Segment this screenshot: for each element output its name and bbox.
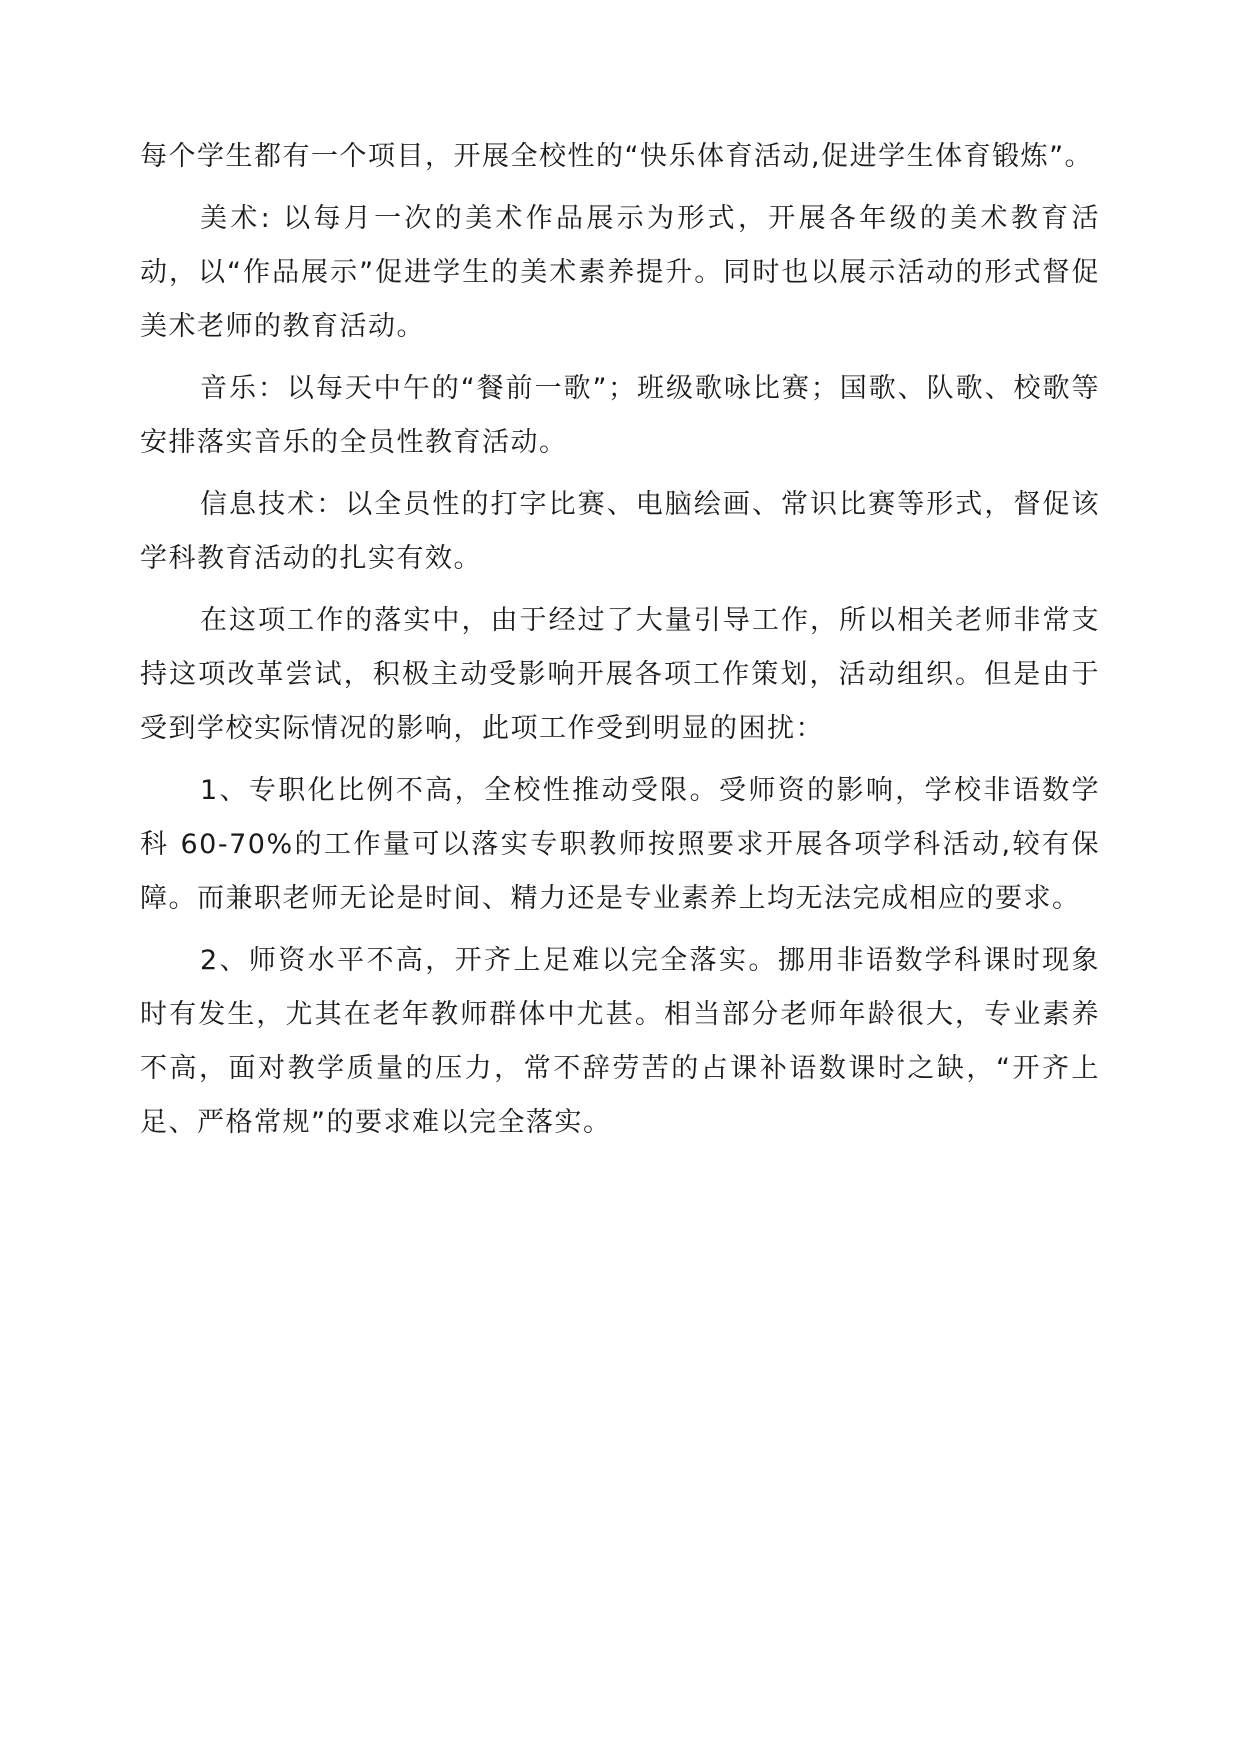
paragraph-art: 美术: 以每月一次的美术作品展示为形式，开展各年级的美术教育活动，以“作品展示”促进学生的美术素养提升。同时也以展示活动的形式督促美术老师的教育活动。 <box>140 203 1100 342</box>
paragraph-music: 音乐：以每天中午的“餐前一歌”；班级歌咏比赛；国歌、队歌、校歌等安排落实音乐的全员性教育活动。 <box>140 373 1100 458</box>
paragraph-implementation: 在这项工作的落实中，由于经过了大量引导工作，所以相关老师非常支持这项改革尝试，积极主动受影响开展各项工作策划，活动组织。但是由于受到学校实际情况的影响，此项工作受到明显的困扰： <box>140 605 1100 744</box>
paragraph-issue-2: 2、师资水平不高，开齐上足难以完全落实。挪用非语数学科课时现象时有发生，尤其在老年教师群体中尤甚。相当部分老师年龄很大，专业素养不高，面对教学质量的压力，常不辞劳苦的占课补语数课时之缺，“开齐上足、严格常规”的要求难以完全落实。 <box>140 945 1100 1138</box>
document-body <box>140 130 1100 1158</box>
paragraph-it: 信息技术：以全员性的打字比赛、电脑绘画、常识比赛等形式，督促该学科教育活动的扎实有效。 <box>140 489 1100 574</box>
paragraph-issue-1: 1、专职化比例不高，全校性推动受限。受师资的影响，学校非语数学科 60-70%的工作量可以落实专职教师按照要求开展各项学科活动,较有保障。而兼职老师无论是时间、精力还是专业素养上均无法完成相应的要求。 <box>140 775 1100 914</box>
paragraph-pe-continuation: 每个学生都有一个项目，开展全校性的“快乐体育活动,促进学生体育锻炼”。 <box>140 141 1094 172</box>
